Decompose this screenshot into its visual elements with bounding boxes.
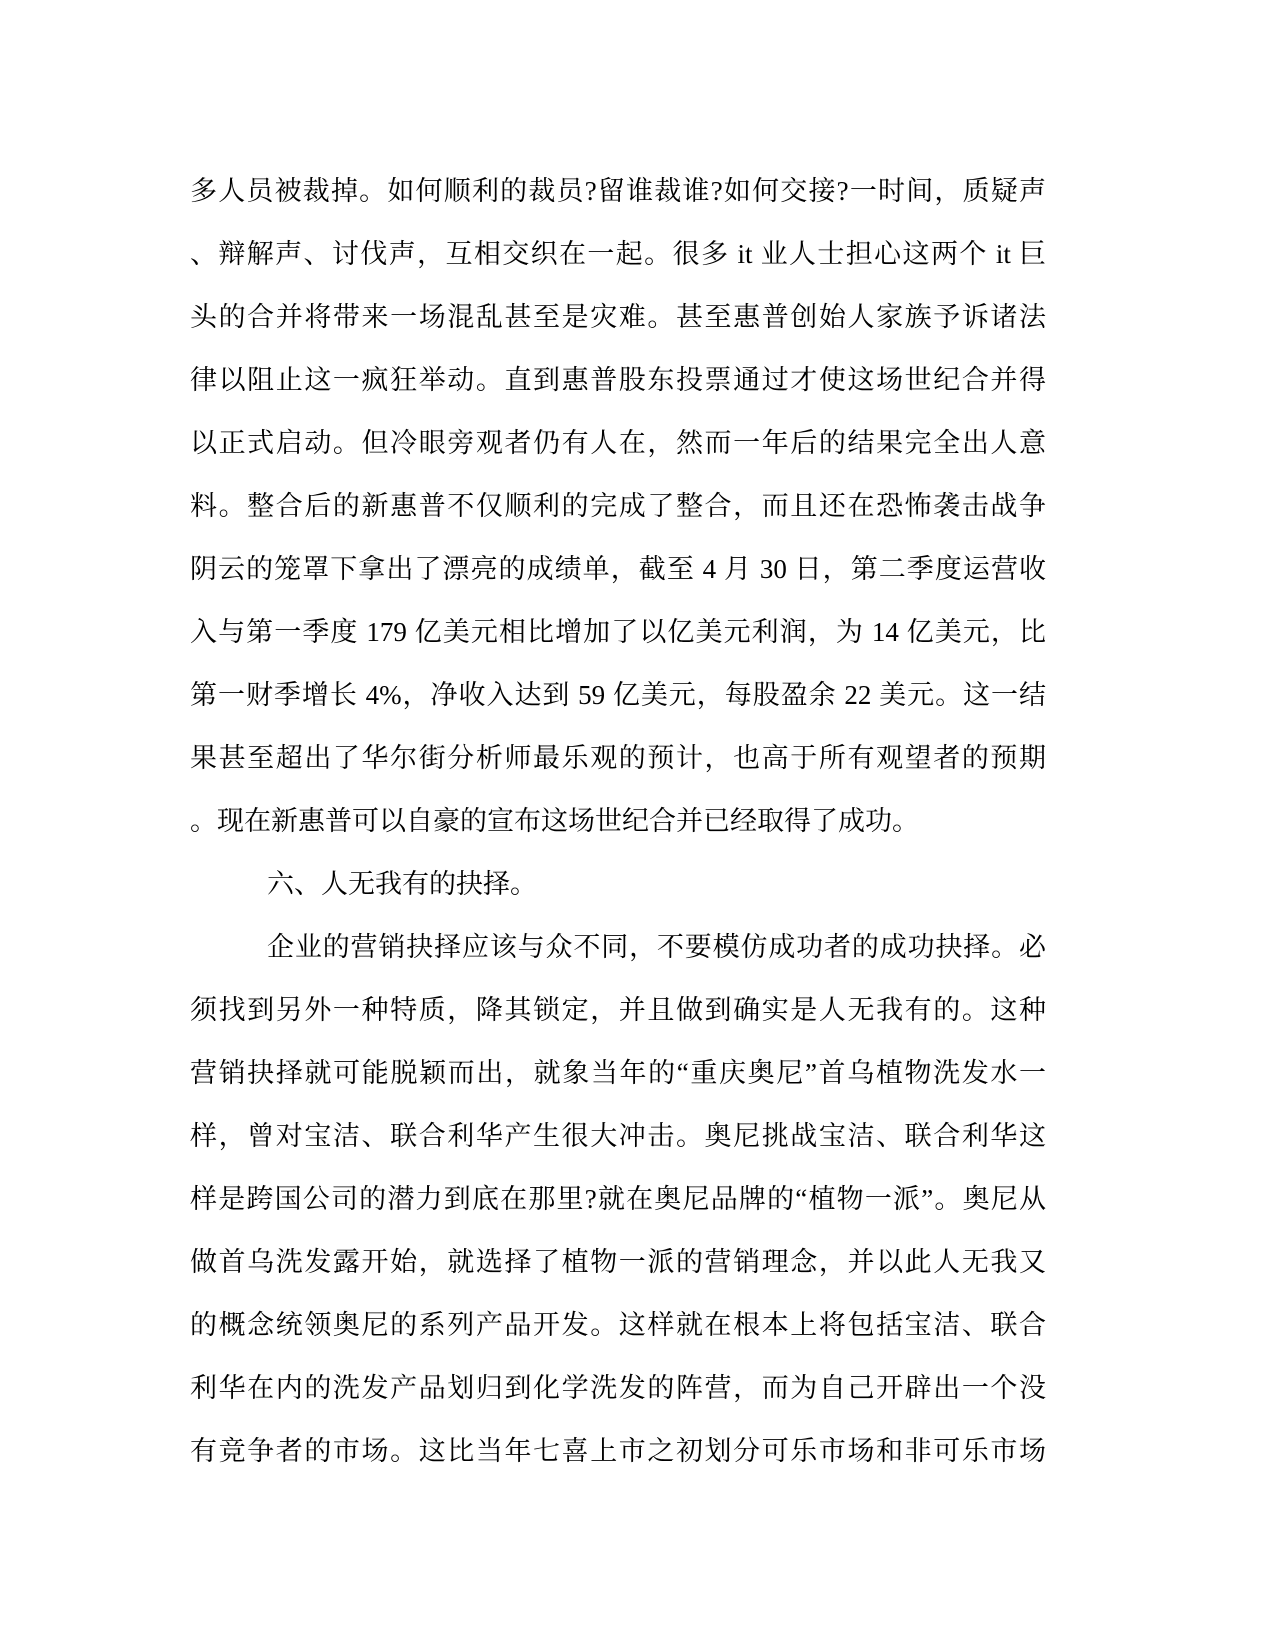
- text-line: 利华在内的洗发产品划归到化学洗发的阵营，而为自己开辟出一个没: [190, 1373, 1046, 1403]
- text-line: 营销抉择就可能脱颖而出，就象当年的“重庆奥尼”首乌植物洗发水一: [190, 1058, 1046, 1088]
- text-line: 六、人无我有的抉择。: [267, 869, 537, 899]
- text-line: 做首乌洗发露开始，就选择了植物一派的营销理念，并以此人无我又: [190, 1247, 1046, 1277]
- text-line: 料。整合后的新惠普不仅顺利的完成了整合，而且还在恐怖袭击战争: [190, 491, 1046, 521]
- text-line: 样，曾对宝洁、联合利华产生很大冲击。奥尼挑战宝洁、联合利华这: [190, 1121, 1046, 1151]
- text-line: 头的合并将带来一场混乱甚至是灾难。甚至惠普创始人家族予诉诸法: [190, 302, 1046, 332]
- text-line: 以正式启动。但冷眼旁观者仍有人在，然而一年后的结果完全出人意: [190, 428, 1046, 458]
- text-line: 律以阻止这一疯狂举动。直到惠普股东投票通过才使这场世纪合并得: [190, 365, 1046, 395]
- text-line: 果甚至超出了华尔街分析师最乐观的预计，也高于所有观望者的预期: [190, 743, 1046, 773]
- text-line: 第一财季增长 4%，净收入达到 59 亿美元，每股盈余 22 美元。这一结: [190, 680, 1046, 710]
- text-line: 阴云的笼罩下拿出了漂亮的成绩单，截至 4 月 30 日，第二季度运营收: [190, 554, 1046, 584]
- text-line: 有竞争者的市场。这比当年七喜上市之初划分可乐市场和非可乐市场: [190, 1436, 1046, 1466]
- text-line: 入与第一季度 179 亿美元相比增加了以亿美元利润，为 14 亿美元，比: [190, 617, 1046, 647]
- text-line: 的概念统领奥尼的系列产品开发。这样就在根本上将包括宝洁、联合: [190, 1310, 1046, 1340]
- text-line: 多人员被裁掉。如何顺利的裁员?留谁裁谁?如何交接?一时间，质疑声: [190, 176, 1046, 206]
- text-line: 。现在新惠普可以自豪的宣布这场世纪合并已经取得了成功。: [190, 806, 919, 836]
- text-line: 样是跨国公司的潜力到底在那里?就在奥尼品牌的“植物一派”。奥尼从: [190, 1184, 1046, 1214]
- text-line: 须找到另外一种特质，降其锁定，并且做到确实是人无我有的。这种: [190, 995, 1046, 1025]
- text-line: 企业的营销抉择应该与众不同，不要模仿成功者的成功抉择。必: [267, 932, 1046, 962]
- text-line: 、辩解声、讨伐声，互相交织在一起。很多 it 业人士担心这两个 it 巨: [190, 239, 1046, 269]
- document-text-block: [190, 160, 1046, 1483]
